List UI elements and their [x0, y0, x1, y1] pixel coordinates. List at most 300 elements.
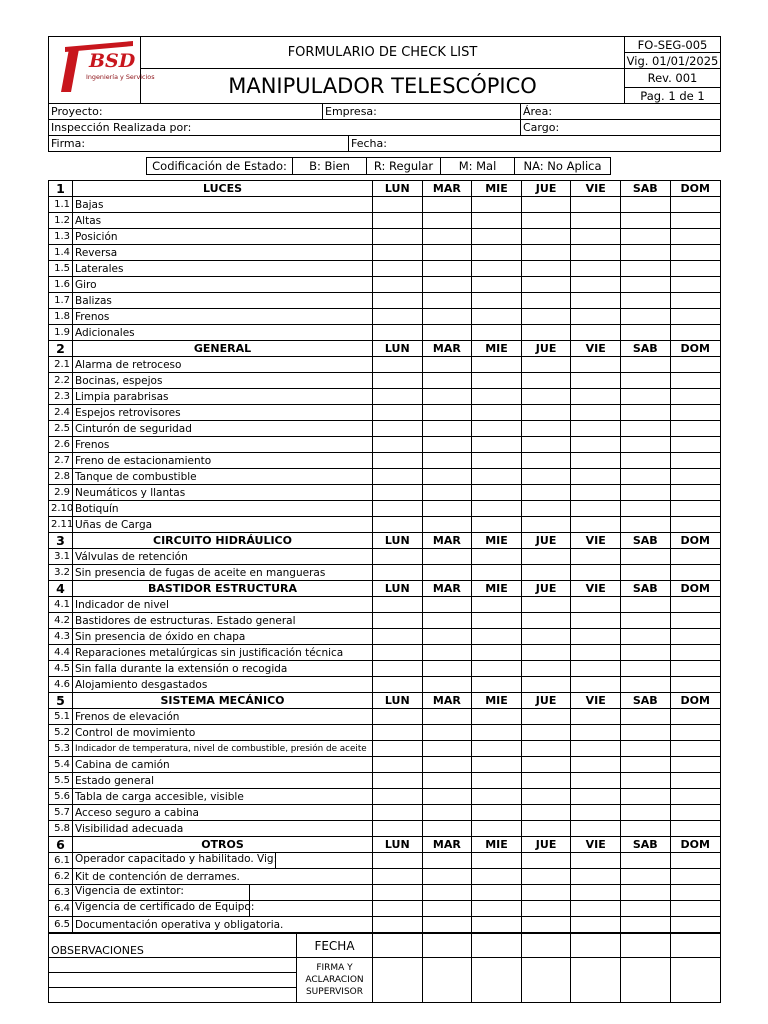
check-cell[interactable]: [472, 853, 522, 869]
check-cell[interactable]: [620, 197, 670, 213]
check-cell[interactable]: [472, 517, 522, 533]
check-cell[interactable]: [670, 885, 720, 901]
check-cell[interactable]: [521, 645, 571, 661]
check-cell[interactable]: [521, 453, 571, 469]
check-cell[interactable]: [571, 757, 621, 773]
check-cell[interactable]: [373, 805, 423, 821]
item-extra-input[interactable]: [250, 885, 372, 900]
check-cell[interactable]: [620, 821, 670, 837]
check-cell[interactable]: [670, 741, 720, 757]
check-cell[interactable]: [521, 469, 571, 485]
check-cell[interactable]: [571, 885, 621, 901]
check-cell[interactable]: [521, 805, 571, 821]
check-cell[interactable]: [373, 469, 423, 485]
check-cell[interactable]: [422, 405, 472, 421]
check-cell[interactable]: [521, 709, 571, 725]
check-cell[interactable]: [620, 373, 670, 389]
check-cell[interactable]: [472, 773, 522, 789]
check-cell[interactable]: [571, 645, 621, 661]
check-cell[interactable]: [571, 373, 621, 389]
check-cell[interactable]: [670, 213, 720, 229]
check-cell[interactable]: [571, 325, 621, 341]
check-cell[interactable]: [373, 597, 423, 613]
check-cell[interactable]: [422, 261, 472, 277]
check-cell[interactable]: [620, 869, 670, 885]
check-cell[interactable]: [472, 725, 522, 741]
check-cell[interactable]: [472, 197, 522, 213]
check-cell[interactable]: [620, 741, 670, 757]
check-cell[interactable]: [571, 677, 621, 693]
check-cell[interactable]: [670, 677, 720, 693]
check-cell[interactable]: [373, 485, 423, 501]
check-cell[interactable]: [571, 901, 621, 917]
check-cell[interactable]: [373, 677, 423, 693]
check-cell[interactable]: [620, 709, 670, 725]
check-cell[interactable]: [373, 229, 423, 245]
observaciones-line[interactable]: [49, 988, 297, 1003]
firma-cell[interactable]: [373, 958, 423, 1003]
check-cell[interactable]: [620, 789, 670, 805]
check-cell[interactable]: [571, 597, 621, 613]
check-cell[interactable]: [571, 357, 621, 373]
check-cell[interactable]: [422, 389, 472, 405]
firma-cell[interactable]: [521, 958, 571, 1003]
check-cell[interactable]: [670, 709, 720, 725]
check-cell[interactable]: [521, 389, 571, 405]
check-cell[interactable]: [670, 597, 720, 613]
check-cell[interactable]: [472, 325, 522, 341]
check-cell[interactable]: [472, 661, 522, 677]
check-cell[interactable]: [422, 485, 472, 501]
check-cell[interactable]: [521, 741, 571, 757]
check-cell[interactable]: [571, 613, 621, 629]
check-cell[interactable]: [670, 229, 720, 245]
check-cell[interactable]: [373, 853, 423, 869]
fecha-field[interactable]: Fecha:: [349, 136, 721, 152]
check-cell[interactable]: [373, 309, 423, 325]
check-cell[interactable]: [620, 629, 670, 645]
check-cell[interactable]: [670, 437, 720, 453]
check-cell[interactable]: [472, 821, 522, 837]
check-cell[interactable]: [422, 901, 472, 917]
check-cell[interactable]: [472, 677, 522, 693]
check-cell[interactable]: [521, 277, 571, 293]
check-cell[interactable]: [571, 741, 621, 757]
check-cell[interactable]: [571, 309, 621, 325]
check-cell[interactable]: [521, 725, 571, 741]
check-cell[interactable]: [472, 757, 522, 773]
check-cell[interactable]: [571, 629, 621, 645]
check-cell[interactable]: [472, 469, 522, 485]
check-cell[interactable]: [620, 885, 670, 901]
check-cell[interactable]: [472, 357, 522, 373]
check-cell[interactable]: [472, 549, 522, 565]
item-extra-input[interactable]: [276, 853, 372, 868]
check-cell[interactable]: [571, 437, 621, 453]
check-cell[interactable]: [472, 437, 522, 453]
check-cell[interactable]: [373, 901, 423, 917]
check-cell[interactable]: [670, 661, 720, 677]
check-cell[interactable]: [620, 325, 670, 341]
check-cell[interactable]: [472, 405, 522, 421]
check-cell[interactable]: [472, 485, 522, 501]
check-cell[interactable]: [472, 597, 522, 613]
check-cell[interactable]: [571, 261, 621, 277]
check-cell[interactable]: [670, 517, 720, 533]
check-cell[interactable]: [422, 453, 472, 469]
check-cell[interactable]: [571, 917, 621, 933]
check-cell[interactable]: [670, 757, 720, 773]
check-cell[interactable]: [472, 805, 522, 821]
check-cell[interactable]: [620, 725, 670, 741]
check-cell[interactable]: [571, 517, 621, 533]
observaciones-line[interactable]: [49, 973, 297, 988]
check-cell[interactable]: [620, 245, 670, 261]
check-cell[interactable]: [472, 229, 522, 245]
check-cell[interactable]: [670, 469, 720, 485]
check-cell[interactable]: [521, 293, 571, 309]
check-cell[interactable]: [472, 645, 522, 661]
check-cell[interactable]: [620, 805, 670, 821]
check-cell[interactable]: [472, 421, 522, 437]
check-cell[interactable]: [571, 197, 621, 213]
check-cell[interactable]: [422, 613, 472, 629]
check-cell[interactable]: [571, 405, 621, 421]
check-cell[interactable]: [571, 277, 621, 293]
proyecto-field[interactable]: Proyecto:: [49, 104, 323, 120]
check-cell[interactable]: [373, 789, 423, 805]
check-cell[interactable]: [373, 357, 423, 373]
check-cell[interactable]: [670, 245, 720, 261]
check-cell[interactable]: [521, 869, 571, 885]
check-cell[interactable]: [620, 277, 670, 293]
firma-cell[interactable]: [472, 958, 522, 1003]
firma-cell[interactable]: [571, 958, 621, 1003]
check-cell[interactable]: [422, 517, 472, 533]
empresa-field[interactable]: Empresa:: [323, 104, 521, 120]
check-cell[interactable]: [422, 565, 472, 581]
check-cell[interactable]: [620, 901, 670, 917]
check-cell[interactable]: [521, 613, 571, 629]
check-cell[interactable]: [620, 293, 670, 309]
check-cell[interactable]: [670, 453, 720, 469]
check-cell[interactable]: [422, 437, 472, 453]
check-cell[interactable]: [521, 565, 571, 581]
check-cell[interactable]: [670, 565, 720, 581]
check-cell[interactable]: [373, 453, 423, 469]
check-cell[interactable]: [670, 485, 720, 501]
check-cell[interactable]: [571, 853, 621, 869]
check-cell[interactable]: [422, 757, 472, 773]
check-cell[interactable]: [521, 357, 571, 373]
check-cell[interactable]: [422, 357, 472, 373]
check-cell[interactable]: [670, 901, 720, 917]
check-cell[interactable]: [620, 213, 670, 229]
check-cell[interactable]: [373, 389, 423, 405]
check-cell[interactable]: [373, 709, 423, 725]
check-cell[interactable]: [620, 645, 670, 661]
check-cell[interactable]: [571, 725, 621, 741]
check-cell[interactable]: [521, 437, 571, 453]
check-cell[interactable]: [422, 853, 472, 869]
item-extra-input[interactable]: [250, 901, 372, 916]
check-cell[interactable]: [422, 469, 472, 485]
check-cell[interactable]: [373, 325, 423, 341]
check-cell[interactable]: [620, 757, 670, 773]
inspector-field[interactable]: Inspección Realizada por:: [49, 120, 521, 136]
fecha-cell[interactable]: [571, 934, 621, 958]
check-cell[interactable]: [521, 901, 571, 917]
check-cell[interactable]: [571, 389, 621, 405]
check-cell[interactable]: [472, 389, 522, 405]
check-cell[interactable]: [373, 517, 423, 533]
check-cell[interactable]: [620, 661, 670, 677]
check-cell[interactable]: [373, 613, 423, 629]
check-cell[interactable]: [472, 453, 522, 469]
check-cell[interactable]: [670, 389, 720, 405]
check-cell[interactable]: [422, 645, 472, 661]
check-cell[interactable]: [521, 885, 571, 901]
check-cell[interactable]: [521, 757, 571, 773]
check-cell[interactable]: [472, 917, 522, 933]
check-cell[interactable]: [670, 805, 720, 821]
check-cell[interactable]: [571, 213, 621, 229]
check-cell[interactable]: [620, 309, 670, 325]
check-cell[interactable]: [670, 309, 720, 325]
check-cell[interactable]: [620, 677, 670, 693]
check-cell[interactable]: [373, 757, 423, 773]
check-cell[interactable]: [422, 773, 472, 789]
check-cell[interactable]: [472, 261, 522, 277]
check-cell[interactable]: [571, 789, 621, 805]
check-cell[interactable]: [670, 869, 720, 885]
check-cell[interactable]: [373, 549, 423, 565]
check-cell[interactable]: [373, 501, 423, 517]
firma-cell[interactable]: [422, 958, 472, 1003]
check-cell[interactable]: [422, 805, 472, 821]
check-cell[interactable]: [373, 645, 423, 661]
check-cell[interactable]: [422, 245, 472, 261]
check-cell[interactable]: [620, 229, 670, 245]
check-cell[interactable]: [571, 661, 621, 677]
check-cell[interactable]: [521, 325, 571, 341]
check-cell[interactable]: [422, 629, 472, 645]
cargo-field[interactable]: Cargo:: [521, 120, 721, 136]
check-cell[interactable]: [373, 869, 423, 885]
check-cell[interactable]: [422, 325, 472, 341]
check-cell[interactable]: [620, 501, 670, 517]
check-cell[interactable]: [472, 373, 522, 389]
check-cell[interactable]: [620, 261, 670, 277]
check-cell[interactable]: [373, 885, 423, 901]
check-cell[interactable]: [521, 773, 571, 789]
check-cell[interactable]: [620, 437, 670, 453]
firma-cell[interactable]: [670, 958, 720, 1003]
check-cell[interactable]: [670, 421, 720, 437]
check-cell[interactable]: [472, 309, 522, 325]
check-cell[interactable]: [521, 501, 571, 517]
check-cell[interactable]: [670, 853, 720, 869]
check-cell[interactable]: [571, 805, 621, 821]
check-cell[interactable]: [620, 389, 670, 405]
check-cell[interactable]: [373, 773, 423, 789]
check-cell[interactable]: [521, 405, 571, 421]
check-cell[interactable]: [571, 293, 621, 309]
check-cell[interactable]: [422, 421, 472, 437]
check-cell[interactable]: [521, 597, 571, 613]
check-cell[interactable]: [422, 789, 472, 805]
check-cell[interactable]: [373, 421, 423, 437]
check-cell[interactable]: [472, 277, 522, 293]
check-cell[interactable]: [472, 869, 522, 885]
check-cell[interactable]: [373, 917, 423, 933]
check-cell[interactable]: [521, 261, 571, 277]
check-cell[interactable]: [571, 549, 621, 565]
check-cell[interactable]: [620, 549, 670, 565]
check-cell[interactable]: [571, 421, 621, 437]
check-cell[interactable]: [670, 821, 720, 837]
check-cell[interactable]: [422, 213, 472, 229]
check-cell[interactable]: [373, 629, 423, 645]
check-cell[interactable]: [670, 373, 720, 389]
check-cell[interactable]: [521, 373, 571, 389]
check-cell[interactable]: [422, 661, 472, 677]
check-cell[interactable]: [571, 485, 621, 501]
check-cell[interactable]: [670, 293, 720, 309]
check-cell[interactable]: [373, 741, 423, 757]
check-cell[interactable]: [422, 709, 472, 725]
check-cell[interactable]: [571, 501, 621, 517]
check-cell[interactable]: [472, 613, 522, 629]
check-cell[interactable]: [521, 245, 571, 261]
check-cell[interactable]: [620, 773, 670, 789]
check-cell[interactable]: [670, 789, 720, 805]
check-cell[interactable]: [620, 613, 670, 629]
check-cell[interactable]: [620, 565, 670, 581]
check-cell[interactable]: [521, 917, 571, 933]
check-cell[interactable]: [422, 197, 472, 213]
check-cell[interactable]: [373, 437, 423, 453]
fecha-cell[interactable]: [521, 934, 571, 958]
check-cell[interactable]: [373, 197, 423, 213]
observaciones-line[interactable]: [49, 958, 297, 973]
check-cell[interactable]: [373, 261, 423, 277]
check-cell[interactable]: [571, 453, 621, 469]
check-cell[interactable]: [521, 309, 571, 325]
check-cell[interactable]: [373, 405, 423, 421]
check-cell[interactable]: [620, 421, 670, 437]
check-cell[interactable]: [620, 469, 670, 485]
check-cell[interactable]: [521, 421, 571, 437]
check-cell[interactable]: [373, 821, 423, 837]
check-cell[interactable]: [670, 277, 720, 293]
check-cell[interactable]: [373, 277, 423, 293]
check-cell[interactable]: [521, 485, 571, 501]
check-cell[interactable]: [373, 293, 423, 309]
check-cell[interactable]: [472, 245, 522, 261]
check-cell[interactable]: [422, 501, 472, 517]
check-cell[interactable]: [373, 213, 423, 229]
check-cell[interactable]: [422, 549, 472, 565]
check-cell[interactable]: [571, 773, 621, 789]
check-cell[interactable]: [670, 917, 720, 933]
check-cell[interactable]: [521, 517, 571, 533]
check-cell[interactable]: [422, 741, 472, 757]
check-cell[interactable]: [422, 869, 472, 885]
check-cell[interactable]: [620, 597, 670, 613]
check-cell[interactable]: [521, 549, 571, 565]
check-cell[interactable]: [620, 357, 670, 373]
check-cell[interactable]: [472, 901, 522, 917]
check-cell[interactable]: [670, 645, 720, 661]
check-cell[interactable]: [670, 629, 720, 645]
check-cell[interactable]: [422, 885, 472, 901]
check-cell[interactable]: [670, 501, 720, 517]
check-cell[interactable]: [521, 661, 571, 677]
check-cell[interactable]: [670, 773, 720, 789]
check-cell[interactable]: [422, 277, 472, 293]
check-cell[interactable]: [472, 789, 522, 805]
check-cell[interactable]: [571, 469, 621, 485]
check-cell[interactable]: [422, 597, 472, 613]
check-cell[interactable]: [422, 229, 472, 245]
check-cell[interactable]: [571, 821, 621, 837]
check-cell[interactable]: [472, 213, 522, 229]
check-cell[interactable]: [571, 565, 621, 581]
check-cell[interactable]: [620, 917, 670, 933]
check-cell[interactable]: [422, 917, 472, 933]
fecha-cell[interactable]: [373, 934, 423, 958]
check-cell[interactable]: [620, 517, 670, 533]
check-cell[interactable]: [373, 245, 423, 261]
check-cell[interactable]: [521, 821, 571, 837]
check-cell[interactable]: [373, 725, 423, 741]
check-cell[interactable]: [472, 885, 522, 901]
check-cell[interactable]: [373, 661, 423, 677]
check-cell[interactable]: [521, 853, 571, 869]
fecha-cell[interactable]: [670, 934, 720, 958]
fecha-cell[interactable]: [620, 934, 670, 958]
check-cell[interactable]: [670, 197, 720, 213]
check-cell[interactable]: [670, 725, 720, 741]
check-cell[interactable]: [571, 245, 621, 261]
check-cell[interactable]: [472, 629, 522, 645]
check-cell[interactable]: [670, 325, 720, 341]
check-cell[interactable]: [422, 309, 472, 325]
check-cell[interactable]: [620, 853, 670, 869]
firma-cell[interactable]: [620, 958, 670, 1003]
check-cell[interactable]: [670, 261, 720, 277]
check-cell[interactable]: [571, 229, 621, 245]
check-cell[interactable]: [620, 453, 670, 469]
check-cell[interactable]: [373, 565, 423, 581]
area-field[interactable]: Área:: [521, 104, 721, 120]
check-cell[interactable]: [521, 213, 571, 229]
check-cell[interactable]: [472, 293, 522, 309]
firma-field[interactable]: Firma:: [49, 136, 349, 152]
check-cell[interactable]: [373, 373, 423, 389]
check-cell[interactable]: [670, 405, 720, 421]
check-cell[interactable]: [422, 821, 472, 837]
check-cell[interactable]: [521, 197, 571, 213]
check-cell[interactable]: [620, 405, 670, 421]
check-cell[interactable]: [670, 357, 720, 373]
check-cell[interactable]: [670, 613, 720, 629]
check-cell[interactable]: [422, 677, 472, 693]
check-cell[interactable]: [571, 709, 621, 725]
check-cell[interactable]: [422, 293, 472, 309]
check-cell[interactable]: [521, 229, 571, 245]
